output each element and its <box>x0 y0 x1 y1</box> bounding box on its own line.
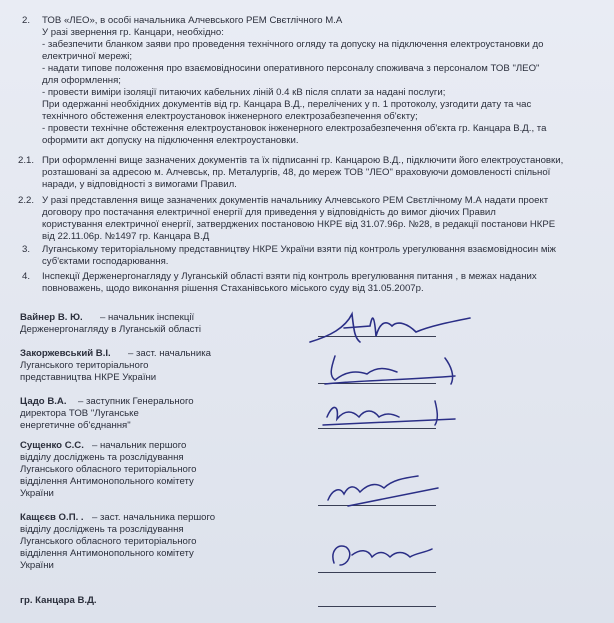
item-text-line: При одержанні необхідних документів від гр. Канцара В.Д., перелічених у п. 1 протоколу, узгодити дату та час <box>42 99 532 110</box>
signatory-role-line: відділення Антимонопольного комітету <box>20 548 194 559</box>
signatory-role-line: відділу досліджень та розслідування <box>20 452 184 463</box>
signature-kashcheev <box>320 535 460 573</box>
item-text-line: наради, у відповідності з вимогами Правил. <box>42 179 237 190</box>
signature-zakorzhevsky <box>305 350 485 390</box>
item-text-line: оформити акт допуску на підключення електроустановки. <box>42 135 299 146</box>
signature-tsado <box>315 395 485 431</box>
signatory-name: Кащєєв О.П. . <box>20 512 84 523</box>
signatory-role-line: Луганського обласного територіального <box>20 536 197 547</box>
item-text-line: договору про постачання електричної енергії для приведення у відповідність до вимог діючих Правил <box>42 207 496 218</box>
item-number: 2.1. <box>18 155 35 166</box>
signatory-role-line: відділу досліджень та розслідування <box>20 524 184 535</box>
signatory-name: Закоржевський В.І. <box>20 348 111 359</box>
item-text-line: користування електричної енергії, затверджених постановою НКРЕ від 31.07.96р. №28, в редакції постанови НКРЕ <box>42 219 556 230</box>
signatory-name: Вайнер В. Ю. <box>20 312 83 323</box>
signatory-role-line: – заст. начальника <box>128 348 211 359</box>
item-number: 3. <box>22 244 31 255</box>
item-number: 4. <box>22 271 31 282</box>
signatory-role-line: директора ТОВ "Луганське <box>20 408 139 419</box>
signatory-name: гр. Канцара В.Д. <box>20 595 97 606</box>
signatory-role-line: – начальник першого <box>92 440 187 451</box>
item-number: 2. <box>22 15 31 26</box>
signatory-role-line: України <box>20 488 54 499</box>
item-text-line: електричної мережі; <box>42 51 133 62</box>
signatory-role-line: енергетичне об'єднання" <box>20 420 131 431</box>
item-text-line: для оформлення; <box>42 75 121 86</box>
item-text-line: - надати типове положення про взаємовідносини оперативного персоналу споживача з персоналом ТОВ "ЛЕО" <box>42 63 540 74</box>
signatory-role-line: – заст. начальника першого <box>92 512 216 523</box>
item-text-line: розташовані за адресою м. Алчевськ, пр. Металургів, 48, до мереж ТОВ "ЛЕО" враховуючи домовленості спільної <box>42 167 551 178</box>
item-text-line: - провести технічне обстеження електроустановок інженерного електрозабезпечення об'єкта гр. Канцара В.Д., та <box>42 123 547 134</box>
signatory-role-line: Держенергонагляду в Луганській області <box>20 324 201 335</box>
item-text-line: повноважень, щодо виконання рішення Стаханівського міського суду від 31.05.2007р. <box>42 283 424 294</box>
item-text-line: від 22.11.06р. №1497 гр. Канцара В.Д <box>42 231 210 242</box>
signature-sushchenko <box>318 470 468 510</box>
item-number: 2.2. <box>18 195 35 206</box>
signature-line <box>318 606 436 607</box>
signatory-name: Цадо В.А. <box>20 396 67 407</box>
item-text-line: - забезпечити бланком заяви про проведення технічного огляду та допуску на підключення електроустановки до <box>42 39 544 50</box>
item-text-line: технічного обстеження електроустановок інженерного електрозабезпечення об'єкту; <box>42 111 418 122</box>
item-text-line: Луганському територіальному представництву НКРЕ України взяти під контроль урегулювання взаємовідносин між <box>42 244 556 255</box>
signatory-role-line: – начальник інспекції <box>100 312 195 323</box>
signatory-role-line: представництва НКРЕ України <box>20 372 157 383</box>
signature-vainer <box>300 302 480 350</box>
item-text-line: При оформленні вище зазначених документів та їх підписанні гр. Канцарою В.Д., підключити його електроустановки, <box>42 155 564 166</box>
signatory-role-line: відділення Антимонопольного комітету <box>20 476 194 487</box>
signatory-role-line: Луганського територіального <box>20 360 149 371</box>
item-text-line: суб'єктами господарювання. <box>42 256 169 267</box>
item-text-line: У разі звернення гр. Канцари, необхідно: <box>42 27 224 38</box>
signatory-role-line: України <box>20 560 54 571</box>
signatory-role-line: – заступник Генерального <box>78 396 194 407</box>
signatory-name: Сущенко С.С. <box>20 440 84 451</box>
signatory-role-line: Луганського обласного територіального <box>20 464 197 475</box>
item-text-line: Інспекції Держенергонагляду у Луганській області взяти під контроль врегулювання питання , в межах наданих <box>42 271 537 282</box>
item-text-line: - провести виміри ізоляції питаючих кабельних ліній 0.4 кВ після сплати за надані послуги; <box>42 87 446 98</box>
item-text-line: ТОВ «ЛЕО», в особі начальника Алчевського РЕМ Свєтлічного М.А <box>42 15 343 26</box>
item-text-line: У разі представлення вище зазначених документів начальнику Алчевського РЕМ Свєтлічному М.А надати проект <box>42 195 549 206</box>
